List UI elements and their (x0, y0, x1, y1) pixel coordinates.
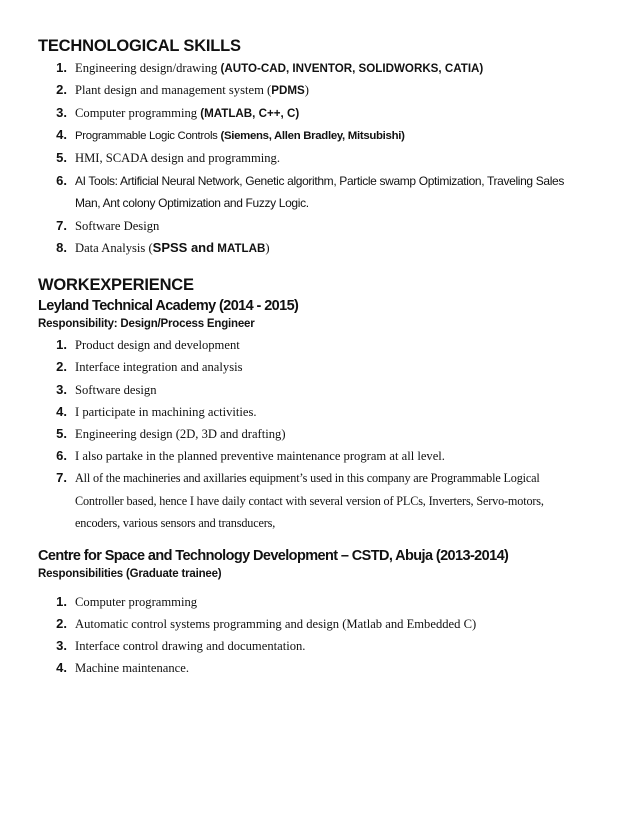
item-bold: (Siemens, Allen Bradley, Mitsubishi) (220, 130, 405, 142)
item-number: 4. (56, 660, 67, 675)
item-number: 3. (56, 638, 67, 653)
item-number: 5. (56, 150, 67, 165)
item-text: I also partake in the planned preventive maintenance program at all level. (75, 449, 445, 463)
item-text: Automatic control systems programming and design (Matlab and Embedded C) (75, 617, 477, 631)
item-text: HMI, SCADA design and programming. (75, 151, 280, 165)
item-tail: ) (265, 241, 270, 255)
item-text (75, 467, 610, 535)
item-text (75, 237, 610, 260)
technological-skills-heading: TECHNOLOGICAL SKILLS (38, 37, 241, 55)
item-line: encoders, various sensors and transducers, (75, 516, 276, 530)
item-text: Interface integration and analysis (75, 360, 243, 374)
item-tail: ) (304, 83, 309, 97)
item-number: 8. (56, 240, 67, 255)
item-number: 6. (56, 448, 67, 463)
item-line: All of the machineries and axillaries equipment’s used in this company are Programmable Logical (75, 471, 540, 485)
item-number: 3. (56, 105, 67, 120)
item-number: 7. (56, 470, 67, 485)
item-number: 2. (56, 616, 67, 631)
item-text (75, 102, 610, 125)
item-line: AI Tools: Artificial Neural Network, Genetic algorithm, Particle swamp Optimization, Traveling Sales (75, 174, 564, 188)
item-number: 4. (56, 127, 67, 142)
job-responsibility: Responsibility: Design/Process Engineer (38, 318, 255, 330)
item-bold: SPSS and (152, 240, 215, 255)
item-plain: Engineering design/drawing (75, 61, 221, 75)
work-experience-heading: WORKEXPERIENCE (38, 276, 194, 294)
item-text: Interface control drawing and documentation. (75, 639, 306, 653)
item-number: 6. (56, 173, 67, 188)
job-title: Centre for Space and Technology Development – CSTD, Abuja (2013-2014) (38, 548, 509, 564)
item-number: 2. (56, 82, 67, 97)
item-text: Computer programming (75, 595, 198, 609)
item-text: Product design and development (75, 338, 240, 352)
item-text (75, 79, 610, 102)
item-number: 1. (56, 594, 67, 609)
item-number: 5. (56, 426, 67, 441)
item-number: 1. (56, 60, 67, 75)
item-text: Engineering design (2D, 3D and drafting) (75, 427, 286, 441)
item-line: Controller based, hence I have daily contact with several version of PLCs, Inverters, Servo-motors, (75, 493, 544, 508)
item-text (75, 124, 610, 147)
item-text: Machine maintenance. (75, 661, 189, 675)
item-text (75, 57, 610, 80)
item-number: 1. (56, 337, 67, 352)
item-bold: (MATLAB, C++, C) (200, 107, 300, 120)
item-text: I participate in machining activities. (75, 405, 257, 419)
item-text: Software Design (75, 219, 160, 233)
item-line: Man, Ant colony Optimization and Fuzzy Logic. (75, 196, 309, 210)
item-bold: (AUTO-CAD, INVENTOR, SOLIDWORKS, CATIA) (220, 62, 484, 75)
item-plain: Computer programming (75, 106, 201, 120)
item-text (75, 170, 610, 214)
item-text: Software design (75, 383, 157, 397)
item-number: 4. (56, 404, 67, 419)
item-plain: Programmable Logic Controls (75, 130, 221, 142)
item-bold: PDMS (271, 84, 305, 97)
item-number: 2. (56, 359, 67, 374)
item-number: 3. (56, 382, 67, 397)
item-plain: Data Analysis ( (75, 241, 153, 255)
job-responsibility: Responsibilities (Graduate trainee) (38, 568, 222, 580)
job-title: Leyland Technical Academy (2014 - 2015) (38, 298, 299, 314)
item-bold: MATLAB (214, 242, 266, 255)
item-number: 7. (56, 218, 67, 233)
item-plain: Plant design and management system ( (75, 83, 272, 97)
